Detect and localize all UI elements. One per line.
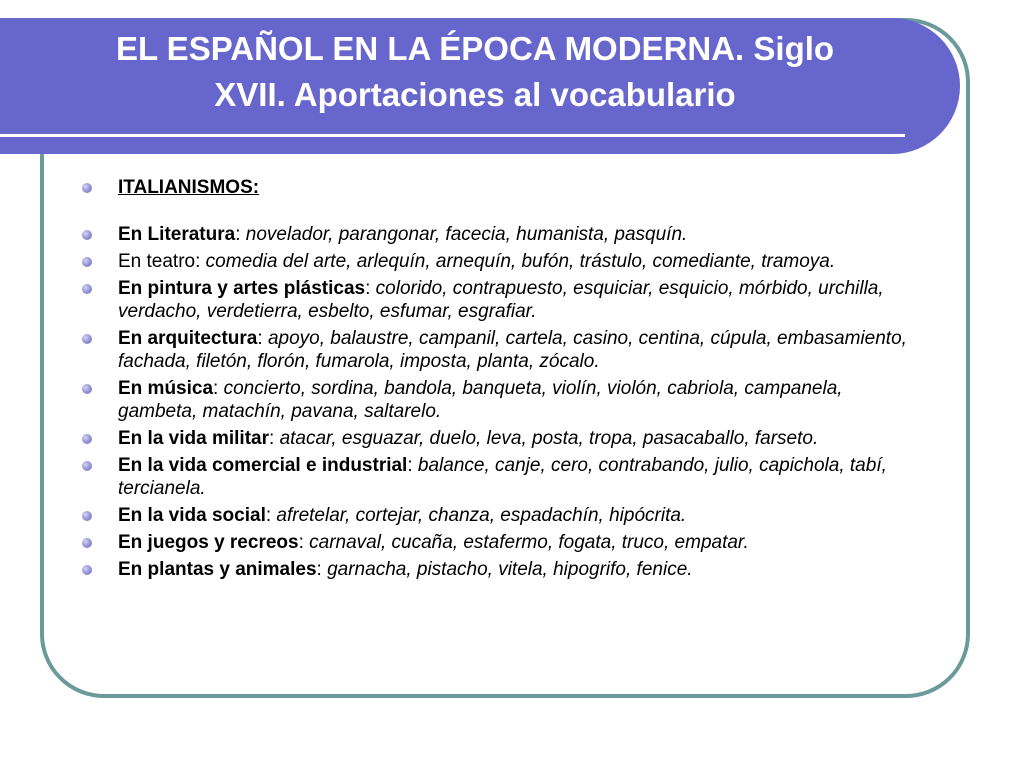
list-item-heading <box>118 176 918 199</box>
list-item <box>118 277 918 323</box>
item-separator: : <box>265 505 277 526</box>
item-label: En arquitectura <box>118 328 258 349</box>
item-words: apoyo, balaustre, campanil, cartela, casino, centina, cúpula, embasamiento, fachada, filetón, florón, fumarola, imposta, planta, zócalo. <box>118 328 907 372</box>
item-label: En pintura y artes plásticas <box>118 278 366 299</box>
bullet-icon <box>82 434 92 444</box>
bullet-icon <box>82 538 92 548</box>
item-separator: : <box>213 378 224 399</box>
item-separator: : <box>195 251 206 272</box>
list-item <box>118 531 918 554</box>
bullet-icon <box>82 257 92 267</box>
slide-title <box>20 26 930 118</box>
bullet-icon <box>82 565 92 575</box>
item-separator: : <box>365 278 376 299</box>
bullet-icon <box>82 334 92 344</box>
item-words: concierto, sordina, bandola, banqueta, violín, violón, cabriola, campanela, gambeta, matachín, pavana, saltarelo. <box>118 378 843 422</box>
bullet-icon <box>82 511 92 521</box>
item-words: balance, canje, cero, contrabando, julio, capichola, tabí, tercianela. <box>118 455 887 499</box>
item-words: novelador, parangonar, facecia, humanista, pasquín. <box>245 224 688 245</box>
bullet-icon <box>82 284 92 294</box>
item-label: En la vida social <box>118 505 266 526</box>
item-words: carnaval, cucaña, estafermo, fogata, truco, empatar. <box>309 532 749 553</box>
bullet-list <box>118 176 918 585</box>
item-label: En teatro <box>118 251 196 272</box>
bullet-icon <box>82 183 92 193</box>
list-item <box>118 454 918 500</box>
item-label: En música <box>118 378 214 399</box>
bullet-icon <box>82 461 92 471</box>
section-heading: ITALIANISMOS: <box>118 177 260 198</box>
list-item <box>118 327 918 373</box>
item-words: afretelar, cortejar, chanza, espadachín, hipócrita. <box>276 505 687 526</box>
item-separator: : <box>257 328 268 349</box>
title-underline-rule <box>0 134 905 137</box>
list-item <box>118 504 918 527</box>
item-separator: : <box>407 455 418 476</box>
item-label: En la vida comercial e industrial <box>118 455 408 476</box>
slide-title-line-2: XVII. Aportaciones al vocabulario <box>214 76 736 113</box>
list-item <box>118 377 918 423</box>
item-label: En juegos y recreos <box>118 532 299 553</box>
list-item <box>118 223 918 246</box>
item-separator: : <box>269 428 280 449</box>
list-item <box>118 558 918 581</box>
bullet-icon <box>82 230 92 240</box>
item-label: En la vida militar <box>118 428 269 449</box>
item-words: colorido, contrapuesto, esquiciar, esquicio, mórbido, urchilla, verdacho, verdetierra, esbelto, esfumar, esgrafiar. <box>118 278 884 322</box>
item-label: En Literatura <box>118 224 236 245</box>
title-band <box>0 18 960 154</box>
slide-title-line-1: EL ESPAÑOL EN LA ÉPOCA MODERNA. Siglo <box>115 30 835 67</box>
item-words: garnacha, pistacho, vitela, hipogrifo, fenice. <box>327 559 693 580</box>
list-item <box>118 427 918 450</box>
bullet-icon <box>82 384 92 394</box>
item-words: comedia del arte, arlequín, arnequín, bufón, trástulo, comediante, tramoya. <box>205 251 836 272</box>
list-item <box>118 250 918 273</box>
item-label: En plantas y animales <box>118 559 317 580</box>
item-words: atacar, esguazar, duelo, leva, posta, tropa, pasacaballo, farseto. <box>279 428 819 449</box>
item-separator: : <box>316 559 328 580</box>
item-separator: : <box>235 224 246 245</box>
item-separator: : <box>298 532 310 553</box>
